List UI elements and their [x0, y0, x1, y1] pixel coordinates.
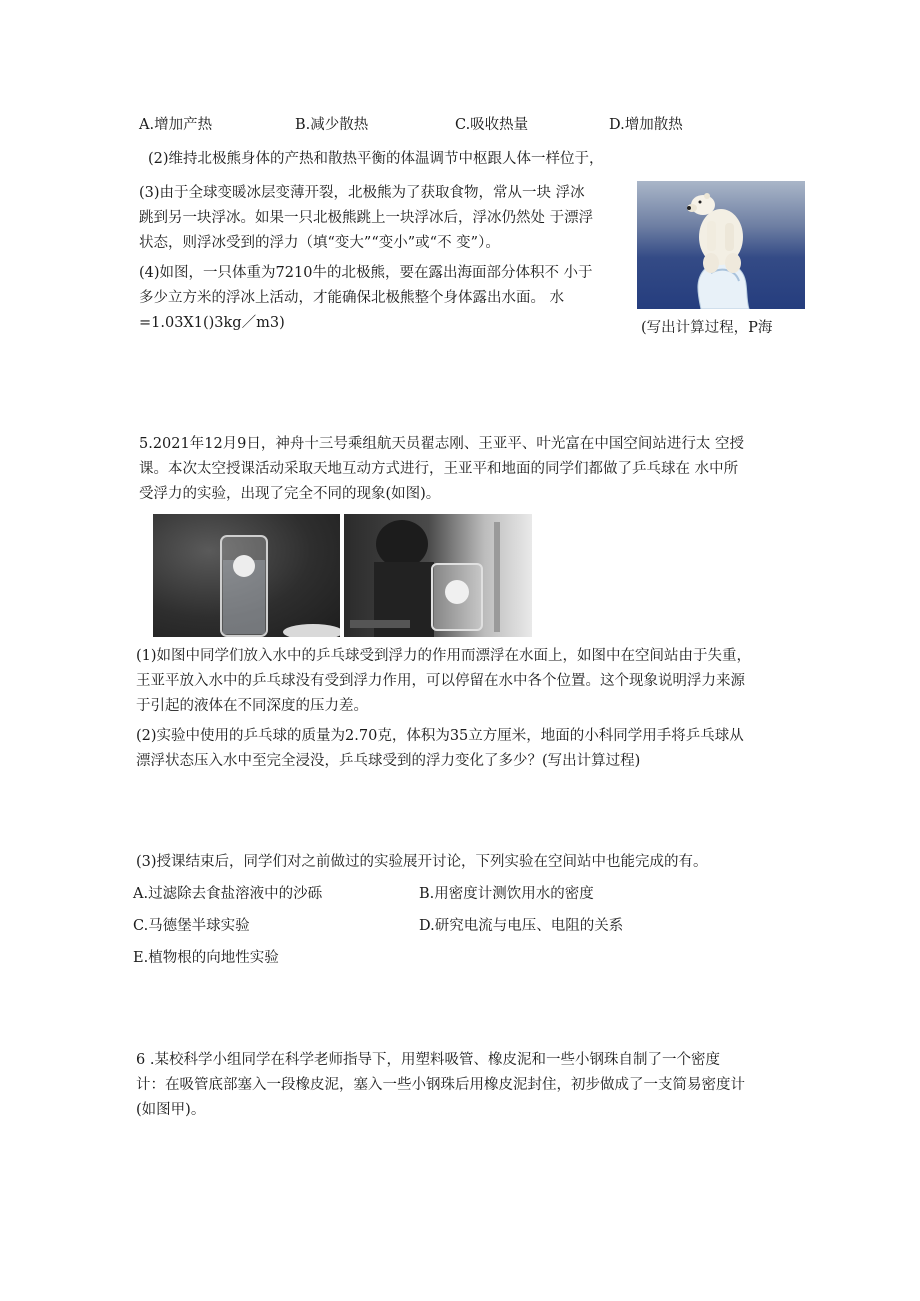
- q4-option-b: B.减少散热: [295, 117, 369, 133]
- space-station-ping-pong-photo: [344, 514, 532, 637]
- q5-part3: (3)授课结束后，同学们对之前做过的实验展开讨论，下列实验在空间站中也能完成的有。: [136, 854, 708, 870]
- polar-bear-on-ice-photo: [637, 181, 805, 309]
- q4-part2: (2)维持北极熊身体的产热和散热平衡的体温调节中枢跟人体一样位于，: [148, 151, 604, 167]
- q4-part4-line3: =1.03X1()3kg／m3): [139, 315, 285, 331]
- q5-intro-line3: 受浮力的实验，出现了完全不同的现象(如图)。: [139, 486, 441, 502]
- q4-option-d: D.增加散热: [609, 117, 683, 133]
- q5-option-c: C.马德堡半球实验: [133, 918, 250, 934]
- q5-option-e: E.植物根的向地性实验: [133, 950, 279, 966]
- q4-part3-line1: (3)由于全球变暖冰层变薄开裂，北极熊为了获取食物，常从一块 浮冰: [139, 185, 585, 201]
- q5-part2-line2: 漂浮状态压入水中至完全浸没，乒乓球受到的浮力变化了多少？(写出计算过程): [136, 753, 641, 769]
- q4-part3-line3: 状态，则浮冰受到的浮力（填“变大”“变小”或“不 变”）。: [139, 235, 500, 251]
- q5-intro-line1: 5.2021年12月9日，神舟十三号乘组航天员翟志刚、王亚平、叶光富在中国空间站进行太 空授: [139, 436, 745, 452]
- q4-option-c: C.吸收热量: [455, 117, 529, 133]
- q4-part4-line2: 多少立方米的浮冰上活动，才能确保北极熊整个身体露出水面。 水: [139, 290, 565, 306]
- q5-part1-line3: 于引起的液体在不同深度的压力差。: [136, 698, 368, 714]
- polar-bear-caption: (写出计算过程，P海: [641, 320, 773, 336]
- q4-part4-line1: (4)如图，一只体重为7210牛的北极熊，要在露出海面部分体积不 小于: [139, 265, 593, 281]
- q6-line2: 计：在吸管底部塞入一段橡皮泥，塞入一些小钢珠后用橡皮泥封住，初步做成了一支简易密度计: [136, 1077, 745, 1093]
- q4-option-a: A.增加产热: [139, 117, 213, 133]
- ground-ping-pong-photo: [153, 514, 340, 637]
- astronaut-glass-illustration: [344, 514, 532, 637]
- q5-option-a: A.过滤除去食盐溶液中的沙砾: [133, 886, 323, 902]
- polar-bear-illustration: [637, 181, 805, 309]
- q5-part2-line1: (2)实验中使用的乒乓球的质量为2.70克，体积为35立方厘米，地面的小科同学用手将乒乓球从: [136, 728, 744, 744]
- q5-part1-line2: 王亚平放入水中的乒乓球没有受到浮力作用，可以停留在水中各个位置。这个现象说明浮力来源: [136, 673, 745, 689]
- q5-intro-line2: 课。本次太空授课活动采取天地互动方式进行，王亚平和地面的同学们都做了乒乓球在 水中所: [139, 461, 739, 477]
- glass-of-water-illustration: [153, 514, 340, 637]
- q5-part1-line1: (1)如图中同学们放入水中的乒乓球受到浮力的作用而漂浮在水面上，如图中在空间站由于失重，: [136, 648, 752, 664]
- q6-line1: 6 .某校科学小组同学在科学老师指导下，用塑料吸管、橡皮泥和一些小钢珠自制了一个密度: [136, 1052, 720, 1068]
- q5-option-d: D.研究电流与电压、电阻的关系: [419, 918, 624, 934]
- q5-option-b: B.用密度计测饮用水的密度: [419, 886, 594, 902]
- q4-part3-line2: 跳到另一块浮冰。如果一只北极熊跳上一块浮冰后，浮冰仍然处 于漂浮: [139, 210, 594, 226]
- q6-line3: (如图甲)。: [136, 1102, 206, 1118]
